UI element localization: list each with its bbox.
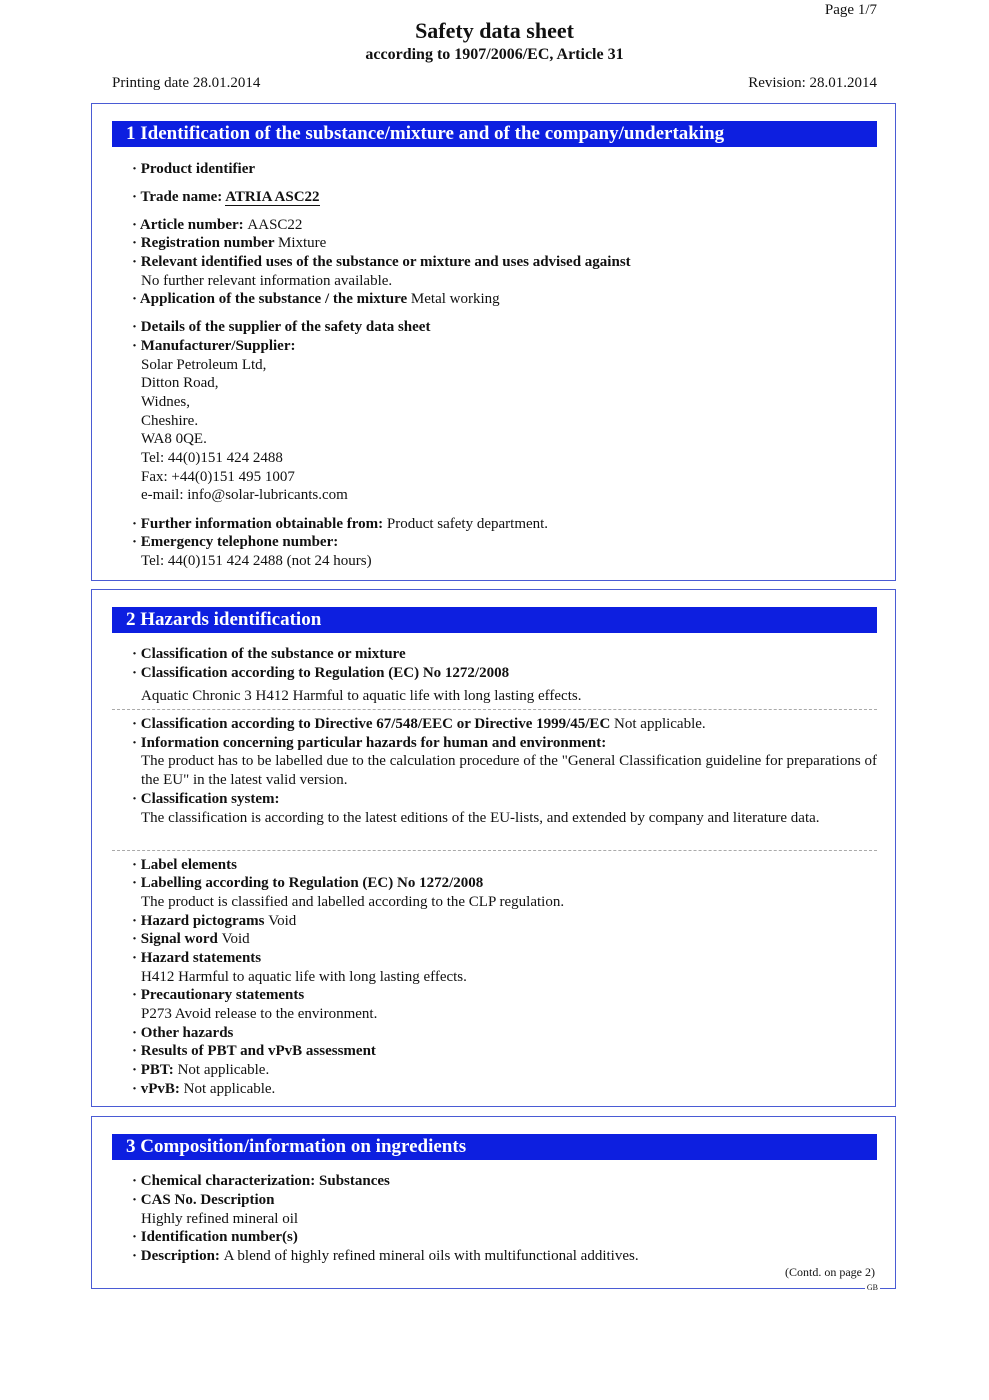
relevant-uses-value: No further relevant information available. (141, 273, 393, 289)
info-hazards-value: The product has to be labelled due to the calculation procedure of the "General Classification guideline for preparations of the EU" in the latest valid version. (141, 753, 877, 788)
address-line: Ditton Road, (141, 375, 219, 391)
classification: · Classification of the substance or mixture (132, 646, 406, 662)
trade-name: · Trade name: ATRIA ASC22 (132, 189, 320, 205)
vpvb: · vPvB: Not applicable. (132, 1081, 276, 1097)
section-3-heading: 3 Composition/information on ingredients (112, 1134, 877, 1160)
emergency-label: · Emergency telephone number: (132, 534, 339, 550)
aquatic-classification: Aquatic Chronic 3 H412 Harmful to aquatic life with long lasting effects. (141, 688, 582, 704)
label-elements: · Label elements (132, 857, 237, 873)
address-line: Solar Petroleum Ltd, (141, 357, 267, 373)
classification-system-value: The classification is according to the latest editions of the EU-lists, and extended by company and literature data. (141, 810, 820, 826)
description: · Description: A blend of highly refined mineral oils with multifunctional additives. (132, 1248, 639, 1264)
document-subtitle: according to 1907/2006/EC, Article 31 (365, 46, 624, 63)
application: · Application of the substance / the mixture Metal working (132, 291, 500, 307)
registration-number: · Registration number Mixture (132, 235, 327, 251)
article-number: · Article number: AASC22 (132, 217, 303, 233)
other-hazards: · Other hazards (132, 1025, 234, 1041)
printing-date: Printing date 28.01.2014 (112, 75, 261, 91)
section-1-box (91, 103, 896, 581)
footer-line (91, 1288, 896, 1289)
identification-numbers: · Identification number(s) (132, 1229, 298, 1245)
cas-value: Highly refined mineral oil (141, 1211, 299, 1227)
section-1-heading: 1 Identification of the substance/mixture and of the company/undertaking (112, 121, 877, 147)
section-2-heading: 2 Hazards identification (112, 607, 877, 633)
precautionary-statements: · Precautionary statements (132, 987, 305, 1003)
hazard-pictograms: · Hazard pictograms Void (132, 913, 297, 929)
continued-note: (Contd. on page 2) (785, 1265, 875, 1279)
manufacturer-label: · Manufacturer/Supplier: (132, 338, 296, 354)
revision-date: Revision: 28.01.2014 (748, 75, 877, 91)
product-identifier: · Product identifier (132, 161, 256, 177)
signal-word: · Signal word Void (132, 931, 250, 947)
page-number: Page 1/7 (824, 2, 877, 18)
directive-classification: · Classification according to Directive 67/548/EEC or Directive 1999/45/EC Not applicable. (132, 716, 706, 732)
labelling-regulation: · Labelling according to Regulation (EC) No 1272/2008 (132, 875, 484, 891)
relevant-uses: · Relevant identified uses of the substance or mixture and uses advised against (132, 254, 631, 270)
section-2-box (91, 589, 896, 1107)
labelling-value: The product is classified and labelled according to the CLP regulation. (141, 894, 565, 910)
address-line: WA8 0QE. (141, 431, 207, 447)
classification-system: · Classification system: (132, 791, 280, 807)
chemical-characterization: · Chemical characterization: Substances (132, 1173, 390, 1189)
fax: Fax: +44(0)151 495 1007 (141, 469, 295, 485)
cas-description: · CAS No. Description (132, 1192, 275, 1208)
pbt-results: · Results of PBT and vPvB assessment (132, 1043, 376, 1059)
supplier-details: · Details of the supplier of the safety data sheet (132, 319, 431, 335)
emergency-value: Tel: 44(0)151 424 2488 (not 24 hours) (141, 553, 372, 569)
hazard-statements-value: H412 Harmful to aquatic life with long lasting effects. (141, 969, 467, 985)
pbt: · PBT: Not applicable. (132, 1062, 270, 1078)
section-3-box (91, 1116, 896, 1289)
address-line: Cheshire. (141, 413, 199, 429)
email: e-mail: info@solar-lubricants.com (141, 487, 348, 503)
info-hazards: · Information concerning particular hazards for human and environment: (132, 735, 607, 751)
hazard-statements: · Hazard statements (132, 950, 262, 966)
precautionary-value: P273 Avoid release to the environment. (141, 1006, 378, 1022)
telephone: Tel: 44(0)151 424 2488 (141, 450, 283, 466)
document-title: Safety data sheet (415, 18, 574, 43)
further-information: · Further information obtainable from: Product safety department. (132, 516, 549, 532)
divider (112, 850, 877, 851)
address-line: Widnes, (141, 394, 190, 410)
divider (112, 709, 877, 710)
country-code: GB (866, 1283, 878, 1292)
classification-regulation: · Classification according to Regulation (EC) No 1272/2008 (132, 665, 510, 681)
